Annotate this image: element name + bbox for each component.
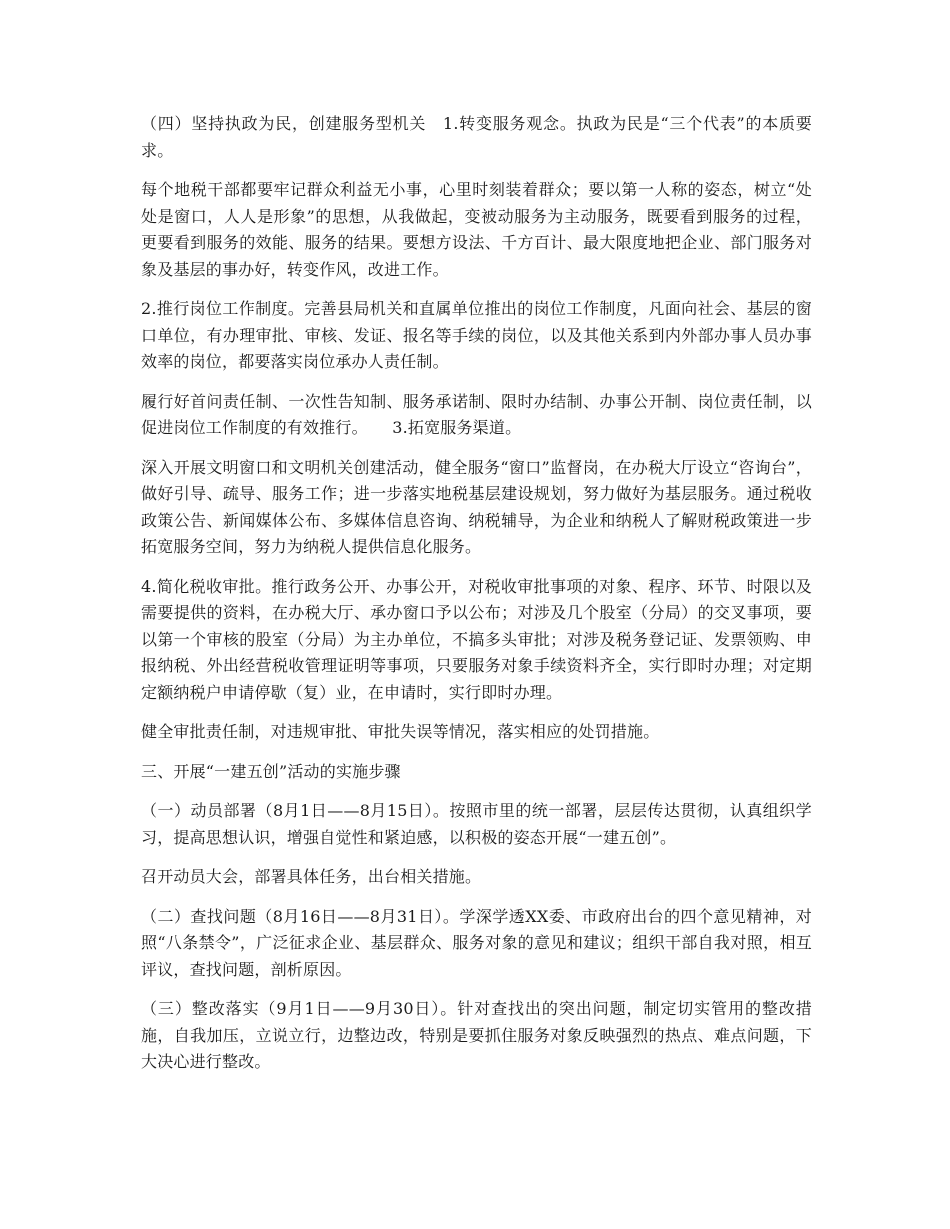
paragraph-civilized-window: 深入开展文明窗口和文明机关创建活动，健全服务“窗口”监督岗，在办税大厅设立“咨询台”，做好引导、疏导、服务工作；进一步落实地税基层建设规划，努力做好为基层服务。通过税收政策公告、新闻媒体公布、多媒体信息咨询、纳税辅导，为企业和纳税人了解财税政策进一步拓宽服务空间，努力为纳税人提供信息化服务。 (141, 457, 812, 556)
section-heading-implementation-steps: 三、开展“一建五创”活动的实施步骤 (141, 761, 401, 781)
paragraph-rectification: （三）整改落实（9月1日——9月30日）。针对查找出的突出问题，制定切实管用的整改措施，自我加压，立说立行，边整边改，特别是要抓住服务对象反映强烈的热点、难点问题，下大决心进行整改。 (141, 999, 812, 1071)
paragraph-post-system: 2.推行岗位工作制度。完善县局机关和直属单位推出的岗位工作制度，凡面向社会、基层的窗口单位，有办理审批、审核、发证、报名等手续的岗位，以及其他关系到内外部办事人员办事效率的岗位，都要落实岗位承办人责任制。 (141, 299, 812, 371)
paragraph-responsibility-systems: 履行好首问责任制、一次性告知制、服务承诺制、限时办结制、办事公开制、岗位责任制，以促进岗位工作制度的有效推行。 3.拓宽服务渠道。 (141, 391, 812, 437)
paragraph-simplify-approval: 4.简化税收审批。推行政务公开、办事公开，对税收审批事项的对象、程序、环节、时限以及需要提供的资料，在办税大厅、承办窗口予以公布；对涉及几个股室（分局）的交叉事项，要以第一个审核的股室（分局）为主办单位，不搞多头审批；对涉及税务登记证、发票领购、申报纳税、外出经营税收管理证明等事项，只要服务对象手续资料齐全，实行即时办理；对定期定额纳税户申请停歇（复）业，在申请时，实行即时办理。 (141, 576, 812, 702)
paragraph-mobilization-meeting: 召开动员大会，部署具体任务，出台相关措施。 (141, 867, 482, 886)
paragraph-mobilization: （一）动员部署（8月1日——8月15日）。按照市里的统一部署，层层传达贯彻，认真组织学习，提高思想认识，增强自觉性和紧迫感，以积极的姿态开展“一建五创”。 (141, 801, 812, 847)
paragraph-find-problems: （二）查找问题（8月16日——8月31日）。学深学透XX委、市政府出台的四个意见精神，对照“八条禁令”，广泛征求企业、基层群众、服务对象的意见和建议；组织干部自我对照，相互评议，查找问题，剖析原因。 (141, 906, 812, 979)
paragraph-service-organ: （四）坚持执政为民，创建服务型机关 1.转变服务观念。执政为民是“三个代表”的本质要求。 (141, 114, 812, 160)
paragraph-cadre-duty: 每个地税干部都要牢记群众利益无小事，心里时刻装着群众；要以第一人称的姿态，树立“处处是窗口，人人是形象”的思想，从我做起，变被动服务为主动服务，既要看到服务的过程，更要看到服务的效能、服务的结果。要想方设法、千方百计、最大限度地把企业、部门服务对象及基层的事办好，转变作风，改进工作。 (141, 180, 812, 279)
paragraph-approval-responsibility: 健全审批责任制，对违规审批、审批失误等情况，落实相应的处罚措施。 (141, 722, 660, 741)
